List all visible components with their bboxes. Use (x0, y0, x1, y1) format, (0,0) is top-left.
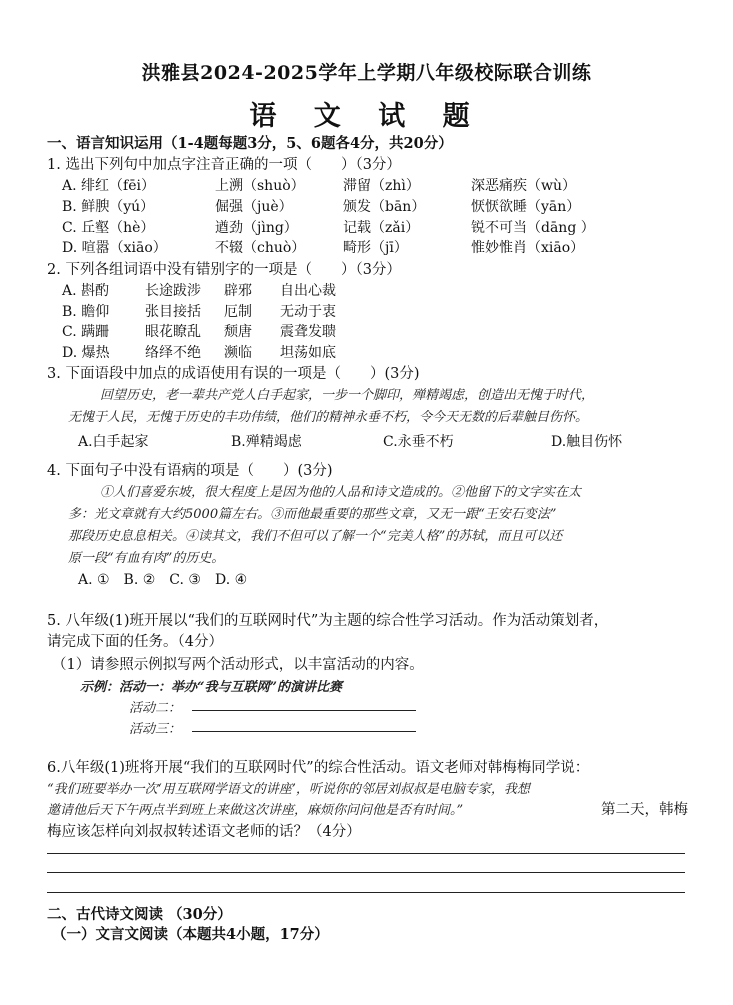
q4-passage-line-3: 那段历史息息相关。④读其文，我们不但可以了解一个“完美人格”的苏轼，而且可以还 (68, 529, 563, 544)
q6-stem-continuation: 第二天，韩梅 (601, 802, 688, 818)
exam-title: 洪雅县2024-2025学年上学期八年级校际联合训练 (141, 62, 592, 84)
q3-passage-line-2: 无愧于人民，无愧于历史的丰功伟绩，他们的精神永垂不朽，令今天无数的后辈触目伤怀。 (68, 410, 589, 425)
q2-option-d-4: 坦荡如底 (280, 345, 336, 361)
q2-option-d-3: 濒临 (224, 345, 252, 361)
q1-option-a-2: 上溯（shuò） (215, 178, 305, 194)
section2-heading: 二、古代诗文阅读 （30分） (47, 906, 232, 923)
q2-option-c-1: C. 蹒跚 (62, 324, 110, 340)
q1-option-c-1: C. 丘壑（hè） (62, 220, 155, 236)
q1-option-d-3: 畸形（jī） (343, 240, 408, 256)
q3-option-b: B.殚精竭虑 (231, 434, 302, 450)
q1-option-c-2: 遒劲（jìng） (215, 220, 298, 236)
q1-option-c-3: 记载（zǎi） (343, 220, 420, 236)
q2-option-c-2: 眼花瞭乱 (145, 324, 201, 340)
q5-activity-3-blank[interactable] (192, 731, 416, 732)
q3-option-a: A.白手起家 (78, 434, 149, 450)
q5-stem-line-1: 5. 八年级(1)班开展以“我们的互联网时代”为主题的综合性学习活动。作为活动策划者， (47, 613, 609, 629)
q3-option-c: C.永垂不朽 (383, 434, 454, 450)
q1-option-d-1: D. 喧嚣（xiāo） (62, 240, 167, 256)
subject-title: 语 文 试 题 (249, 101, 484, 132)
q1-stem: 1. 选出下列句中加点字注音正确的一项（ ）（3分） (47, 157, 401, 173)
q2-stem: 2. 下列各组词语中没有错别字的一项是（ ）（3分） (47, 262, 401, 278)
q3-passage-line-1: 回望历史，老一辈共产党人白手起家，一步一个脚印，殚精竭虑，创造出无愧于时代， (100, 388, 595, 403)
q1-option-d-4: 惟妙惟肖（xiāo） (471, 240, 585, 256)
q1-option-c-4: 锐不可当（dāng ） (471, 220, 595, 236)
q6-stem: 6.八年级(1)班将开展“我们的互联网时代”的综合性活动。语文老师对韩梅梅同学说： (47, 760, 590, 776)
q2-option-a-1: A. 斟酌 (62, 283, 110, 299)
q6-answer-line-3[interactable] (47, 892, 685, 893)
q4-passage-line-4: 原一段“有血有肉”的历史。 (68, 551, 225, 566)
q4-options: A. ① B. ② C. ③ D. ④ (78, 572, 248, 588)
q4-passage-line-1: ①人们喜爱东坡，很大程度上是因为他的人品和诗文造成的。②他留下的文字实在太 (100, 485, 582, 500)
q6-answer-line-1[interactable] (47, 853, 685, 854)
q6-answer-line-2[interactable] (47, 872, 685, 873)
q1-option-b-2: 倔强（juè） (215, 199, 293, 215)
q5-activity-3-label: 活动三： (129, 722, 182, 737)
q3-stem: 3. 下面语段中加点的成语使用有误的一项是（ ）(3分) (47, 366, 420, 382)
q2-option-b-2: 张目接括 (145, 304, 201, 320)
q5-activity-2-label: 活动二： (129, 701, 182, 716)
q1-option-a-4: 深恶痛疾（wù） (471, 178, 576, 194)
q1-option-b-4: 恹恹欲睡（yān） (471, 199, 581, 215)
q5-stem-line-2: 请完成下面的任务。（4分） (47, 634, 223, 650)
q5-example: 示例：活动一：举办“我与互联网”的演讲比赛 (80, 680, 342, 695)
q2-option-a-2: 长途跋涉 (145, 283, 201, 299)
q1-option-d-2: 不辍（chuò） (215, 240, 306, 256)
q5-subquestion: （1）请参照示例拟写两个活动形式，以丰富活动的内容。 (52, 657, 424, 673)
q2-option-b-3: 厄制 (224, 304, 252, 320)
section1-heading: 一、语言知识运用（1-4题每题3分，5、6题各4分，共20分） (47, 135, 453, 152)
q2-option-d-2: 络绎不绝 (145, 345, 201, 361)
q4-stem: 4. 下面句子中没有语病的项是（ ）(3分) (47, 463, 333, 479)
q1-option-b-1: B. 鲜腴（yú） (62, 199, 155, 215)
q2-option-c-4: 震聋发聩 (280, 324, 336, 340)
q2-option-a-4: 自出心裁 (280, 283, 336, 299)
q2-option-b-1: B. 瞻仰 (62, 304, 110, 320)
q2-option-a-3: 辟邪 (224, 283, 252, 299)
q2-option-b-4: 无动于衷 (280, 304, 336, 320)
q6-stem-end: 梅应该怎样向刘叔叔转述语文老师的话？（4分） (47, 824, 361, 840)
q6-quote-line-2: 邀请他后天下午两点半到班上来做这次讲座，麻烦你问问他是否有时间。” (47, 803, 464, 818)
q2-option-d-1: D. 爆热 (62, 345, 110, 361)
q1-option-a-1: A. 绯红（fēi） (62, 178, 155, 194)
section2-subheading: （一）文言文阅读（本题共4小题，17分） (52, 926, 329, 943)
q4-passage-line-2: 多：光文章就有大约5000篇左右。③而他最重要的那些文章，又无一跟“王安石变法” (68, 507, 557, 522)
q6-quote-line-1: “我们班要举办一次‘用互联网学语文的讲座’，听说你的邻居刘叔叔是电脑专家，我想 (47, 782, 530, 797)
q1-option-b-3: 颁发（bān） (343, 199, 426, 215)
q3-option-d: D.触目伤怀 (551, 434, 623, 450)
q5-activity-2-blank[interactable] (192, 710, 416, 711)
q1-option-a-3: 滞留（zhì） (343, 178, 420, 194)
q2-option-c-3: 颓唐 (224, 324, 252, 340)
